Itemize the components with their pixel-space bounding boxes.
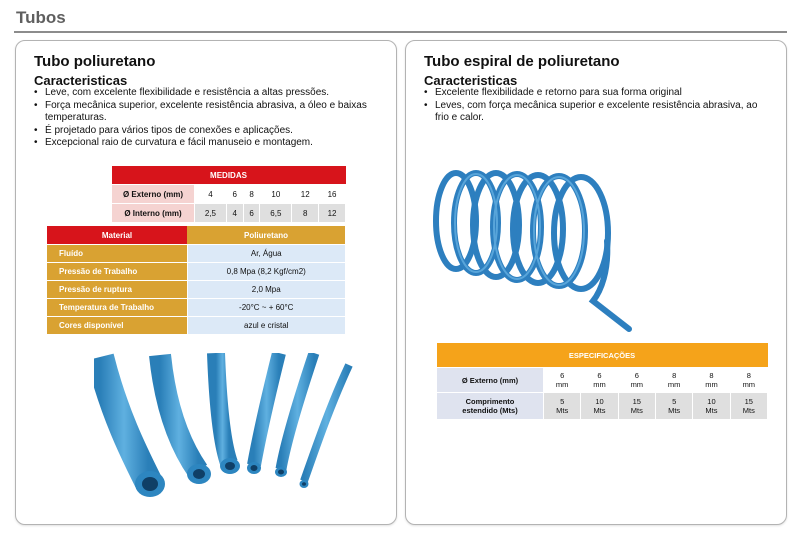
feature-item: • Excelente flexibilidade e retorno para sua forma original: [424, 87, 769, 100]
properties-table: [47, 226, 345, 335]
card-tubo-poliuretano: [15, 40, 397, 525]
property-label: Temperatura de Trabalho: [47, 299, 187, 317]
row-label: Ø Interno (mm): [112, 204, 195, 223]
cell: 6 mm: [581, 368, 618, 393]
cell: 8 mm: [655, 368, 692, 393]
cell: 12: [292, 185, 319, 204]
property-value: 2,0 Mpa: [187, 281, 345, 299]
cell: 15 Mts: [730, 393, 767, 420]
col-header-material: Material: [47, 226, 187, 245]
cell: 10 Mts: [581, 393, 618, 420]
cell: 8: [243, 185, 260, 204]
feature-item: • Excepcional raio de curvatura e fácil manuseio e montagem.: [34, 137, 379, 150]
cell: 6,5: [260, 204, 292, 223]
page-title: Tubos: [16, 8, 66, 27]
card-tubo-espiral: [405, 40, 787, 525]
property-value: -20°C ~ + 60°C: [187, 299, 345, 317]
features-list: [34, 87, 379, 150]
property-value: Ar, Água: [187, 245, 345, 263]
features-list: [424, 87, 769, 125]
spec-header: ESPECIFICAÇÕES: [437, 343, 768, 368]
row-label: Comprimento estendido (Mts): [437, 393, 544, 420]
property-value: 0,8 Mpa (8,2 Kgf/cm2): [187, 263, 345, 281]
property-label: Pressão de ruptura: [47, 281, 187, 299]
feature-item: • Leve, com excelente flexibilidade e resistência a altas pressões.: [34, 87, 379, 100]
title-divider: [14, 31, 787, 33]
property-label: Fluído: [47, 245, 187, 263]
card-subtitle: Caracteristicas: [424, 73, 518, 88]
cell: 16: [319, 185, 346, 204]
card-title: Tubo poliuretano: [34, 53, 156, 70]
specifications-table: [436, 343, 768, 420]
cell: 10 Mts: [693, 393, 730, 420]
feature-item: • Leves, com força mecânica superior e excelente resistência abrasiva, ao frio e calor.: [424, 100, 769, 125]
cell: 6 mm: [618, 368, 655, 393]
property-value: azul e cristal: [187, 317, 345, 335]
feature-item: • Força mecânica superior, excelente resistência abrasiva, a óleo e baixas temperaturas.: [34, 100, 379, 125]
cell: 8 mm: [693, 368, 730, 393]
table-row: [47, 299, 345, 317]
cell: 8: [292, 204, 319, 223]
cell: 15 Mts: [618, 393, 655, 420]
table-row: [47, 317, 345, 335]
spiral-tube-image: [431, 151, 646, 336]
cell: 6: [243, 204, 260, 223]
cell: 4: [195, 185, 227, 204]
tubes-image: [94, 353, 354, 503]
table-row: [112, 204, 346, 223]
col-header-poliuretano: Poliuretano: [187, 226, 345, 245]
cell: 5 Mts: [544, 393, 581, 420]
table-row: [437, 368, 768, 393]
card-subtitle: Caracteristicas: [34, 73, 128, 88]
feature-item: • É projetado para vários tipos de conexões e aplicações.: [34, 125, 379, 138]
cell: 6: [226, 185, 243, 204]
table-row: [112, 185, 346, 204]
cell: 2,5: [195, 204, 227, 223]
cell: 5 Mts: [655, 393, 692, 420]
cell: 8 mm: [730, 368, 767, 393]
medidas-header: MEDIDAS: [112, 166, 346, 185]
table-row: [47, 281, 345, 299]
cell: 6 mm: [544, 368, 581, 393]
table-row: [47, 245, 345, 263]
property-label: Cores disponível: [47, 317, 187, 335]
row-label: Ø Externo (mm): [437, 368, 544, 393]
cell: 4: [226, 204, 243, 223]
property-label: Pressão de Trabalho: [47, 263, 187, 281]
medidas-table: [111, 166, 346, 223]
cell: 12: [319, 204, 346, 223]
row-label: Ø Externo (mm): [112, 185, 195, 204]
table-row: [437, 393, 768, 420]
card-title: Tubo espiral de poliuretano: [424, 53, 620, 70]
table-row: [47, 263, 345, 281]
cell: 10: [260, 185, 292, 204]
